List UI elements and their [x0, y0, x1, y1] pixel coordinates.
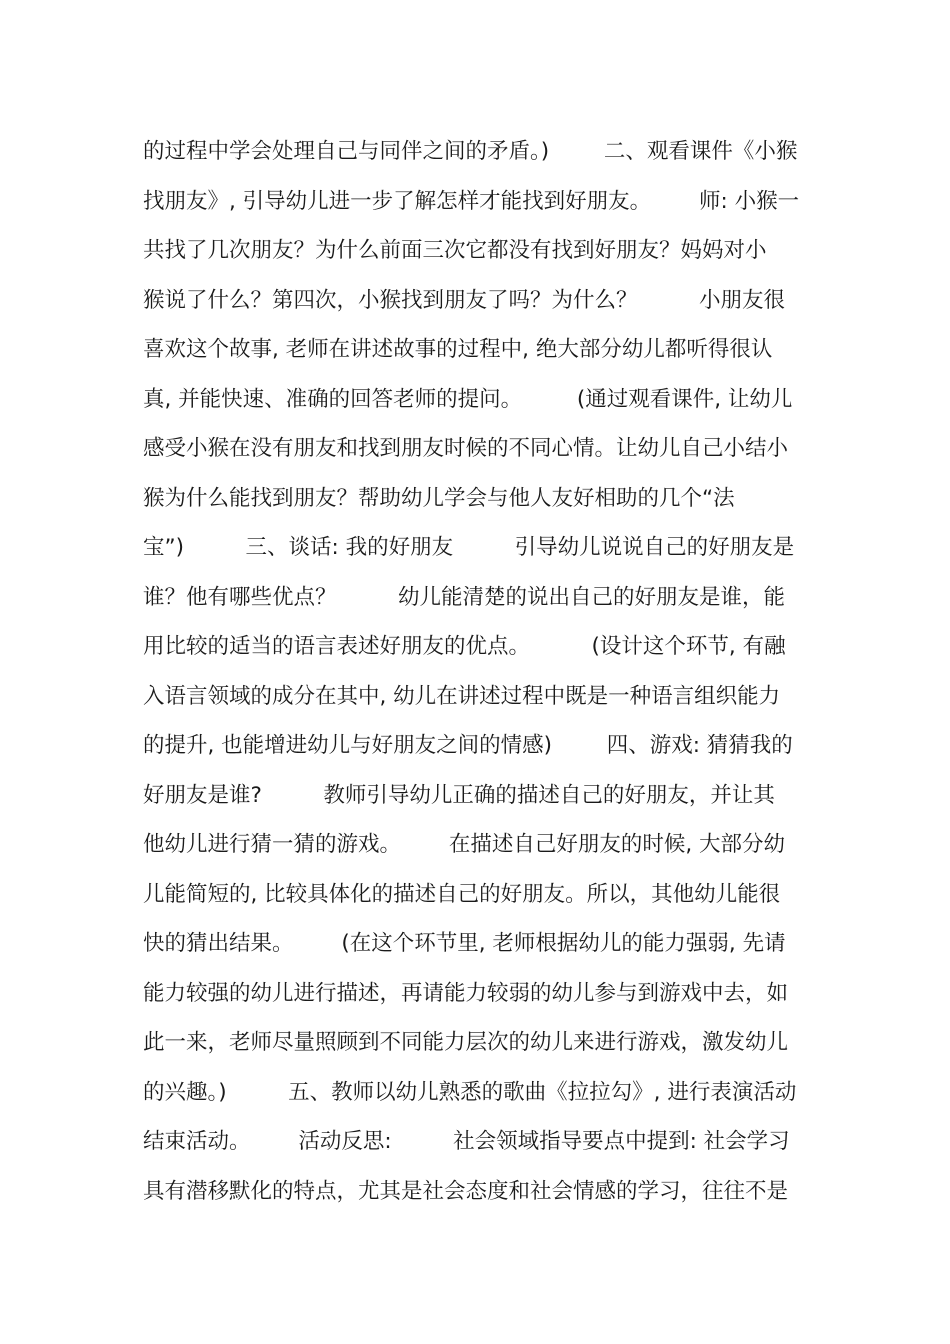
text-line: 共找了几次朋友？为什么前面三次它都没有找到好朋友？妈妈对小: [143, 238, 767, 263]
text-line: 找朋友》, 引导幼儿进一步了解怎样才能找到好朋友。 师: 小猴一: [143, 188, 800, 214]
text-line: 感受小猴在没有朋友和找到朋友时候的不同心情。让幼儿自己小结小: [143, 436, 789, 461]
text-line: 他幼儿进行猜一猜的游戏。 在描述自己好朋友的时候, 大部分幼: [143, 832, 786, 857]
text-line: 入语言领域的成分在其中, 幼儿在讲述过程中既是一种语言组织能力: [143, 683, 781, 709]
text-line: 的兴趣。) 五、教师以幼儿熟悉的歌曲《拉拉勾》, 进行表演活动: [143, 1079, 797, 1105]
text-line: 喜欢这个故事, 老师在讲述故事的过程中, 绝大部分幼儿都听得很认: [143, 337, 773, 362]
text-line: 的提升, 也能增进幼儿与好朋友之间的情感) 四、游戏: 猜猜我的: [143, 733, 793, 758]
text-line: 谁？他有哪些优点？ 幼儿能清楚的说出自己的好朋友是谁，能: [143, 584, 786, 610]
text-line: 结束活动。 活动反思: 社会领域指导要点中提到: 社会学习: [143, 1129, 790, 1154]
text-line: 儿能简短的, 比较具体化的描述自己的好朋友。所以，其他幼儿能很: [143, 881, 781, 907]
text-line: 宝”) 三、谈话: 我的好朋友 引导幼儿说说自己的好朋友是: [143, 535, 795, 560]
text-line: 猴说了什么？第四次，小猴找到朋友了吗？为什么？ 小朋友很: [143, 287, 786, 313]
text-line: 此一来，老师尽量照顾到不同能力层次的幼儿来进行游戏，激发幼儿: [143, 1030, 789, 1055]
text-line: 的过程中学会处理自己与同伴之间的矛盾。) 二、观看课件《小猴: [143, 139, 798, 164]
text-line: 快的猜出结果。 (在这个环节里, 老师根据幼儿的能力强弱, 先请: [143, 931, 786, 956]
text-line: 真, 并能快速、准确的回答老师的提问。 (通过观看课件, 让幼儿: [143, 386, 793, 412]
body-text: [143, 127, 813, 1216]
text-line: 用比较的适当的语言表述好朋友的优点。 (设计这个环节, 有融: [143, 634, 786, 659]
text-line: 能力较强的幼儿进行描述，再请能力较弱的幼儿参与到游戏中去，如: [143, 980, 789, 1006]
text-line: 具有潜移默化的特点，尤其是社会态度和社会情感的学习，往往不是: [143, 1178, 789, 1204]
text-line: 猴为什么能找到朋友？帮助幼儿学会与他人友好相助的几个“法: [143, 485, 735, 511]
text-line: 好朋友是谁? 教师引导幼儿正确的描述自己的好朋友，并让其: [143, 782, 775, 808]
